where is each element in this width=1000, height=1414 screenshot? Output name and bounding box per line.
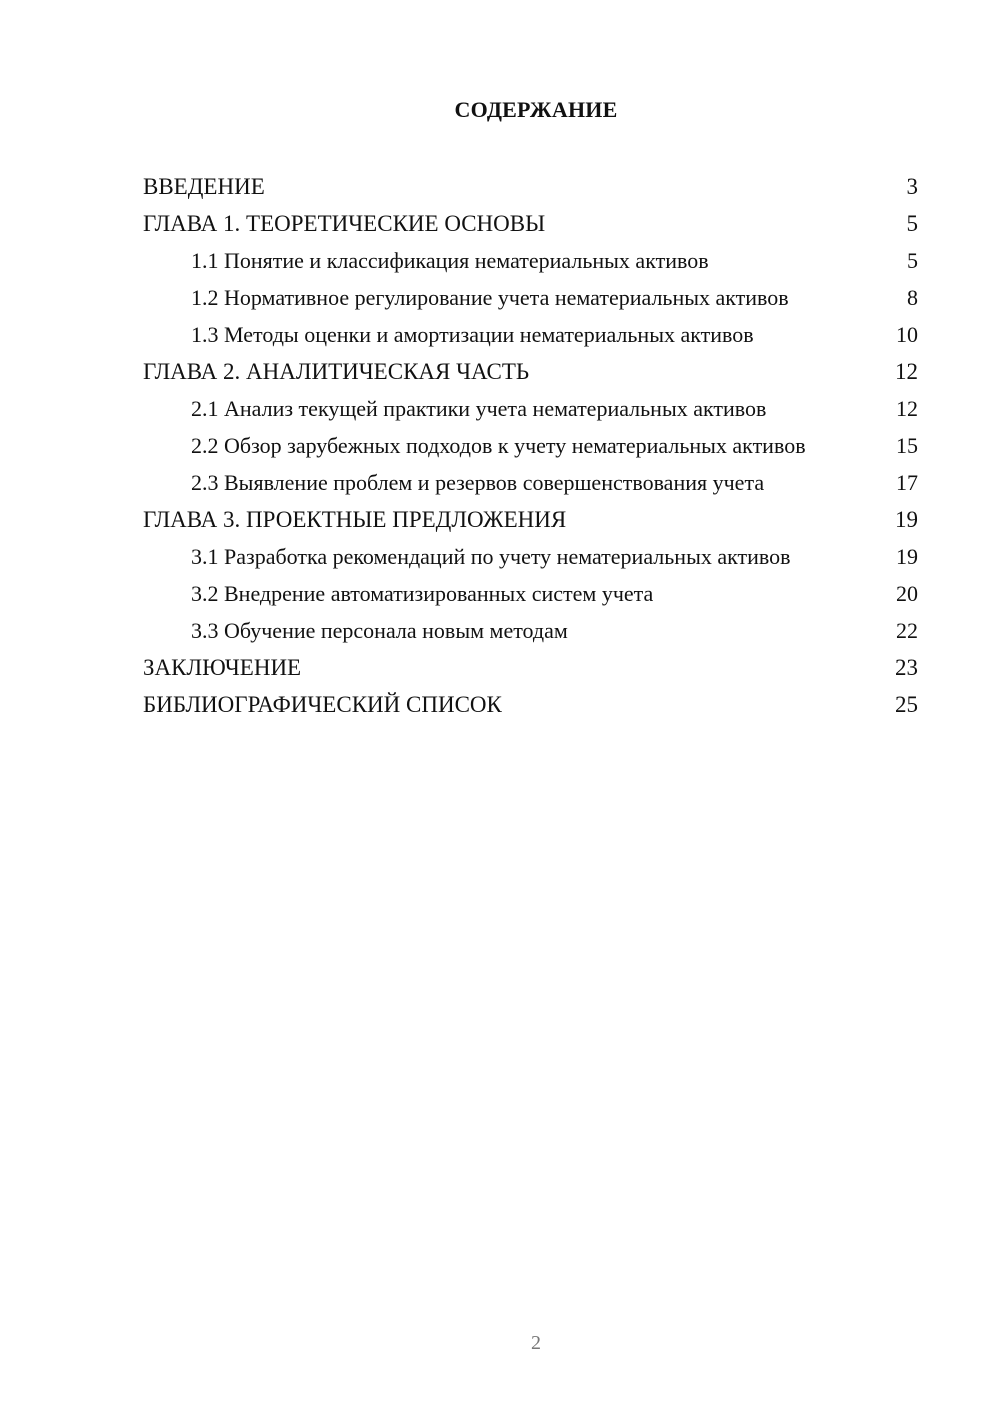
toc-entry-label: 3.2 Внедрение автоматизированных систем учета	[191, 581, 654, 606]
toc-entry-section-3-2[interactable]	[143, 575, 918, 612]
toc-entry-page: 19	[895, 507, 918, 532]
toc-entry-page: 17	[896, 470, 918, 495]
toc-entry-section-1-3[interactable]	[143, 316, 918, 353]
toc-entry-page: 3	[906, 174, 918, 199]
page-number: 2	[531, 1332, 541, 1354]
toc-entry-page: 12	[895, 359, 918, 384]
toc-entry-label: ЗАКЛЮЧЕНИЕ	[143, 655, 302, 680]
toc-entry-label: 3.1 Разработка рекомендаций по учету нематериальных активов	[191, 544, 791, 569]
toc-entry-page: 20	[896, 581, 918, 606]
toc-entry-page: 10	[896, 322, 918, 347]
toc-entry-chapter-3[interactable]	[143, 501, 918, 538]
toc-entry-chapter-1[interactable]	[143, 205, 918, 242]
toc-entry-label: 2.3 Выявление проблем и резервов совершенствования учета	[191, 470, 765, 495]
toc-entry-label: ВВЕДЕНИЕ	[143, 174, 265, 199]
toc-entry-introduction[interactable]	[143, 168, 918, 205]
toc-entry-label: ГЛАВА 3. ПРОЕКТНЫЕ ПРЕДЛОЖЕНИЯ	[143, 507, 567, 532]
toc-entry-section-2-3[interactable]	[143, 464, 918, 501]
toc-entry-page: 15	[896, 433, 918, 458]
toc-entry-page: 12	[896, 396, 918, 421]
toc-entry-section-3-3[interactable]	[143, 612, 918, 649]
toc-entry-page: 23	[895, 655, 918, 680]
toc-entry-page: 22	[896, 618, 918, 643]
toc-entry-page: 5	[906, 211, 918, 236]
toc-entry-section-1-2[interactable]	[143, 279, 918, 316]
toc-entry-label: 1.1 Понятие и классификация нематериальных активов	[191, 248, 709, 273]
toc-entry-section-1-1[interactable]	[143, 242, 918, 279]
toc-entry-section-3-1[interactable]	[143, 538, 918, 575]
toc-entry-label: 2.2 Обзор зарубежных подходов к учету нематериальных активов	[191, 433, 806, 458]
toc-entry-conclusion[interactable]	[143, 649, 918, 686]
toc-entry-label: 1.2 Нормативное регулирование учета нематериальных активов	[191, 285, 789, 310]
toc-entry-label: ГЛАВА 2. АНАЛИТИЧЕСКАЯ ЧАСТЬ	[143, 359, 530, 384]
toc-entry-label: ГЛАВА 1. ТЕОРЕТИЧЕСКИЕ ОСНОВЫ	[143, 211, 546, 236]
toc-entry-label: 1.3 Методы оценки и амортизации нематериальных активов	[191, 322, 754, 347]
toc-entry-chapter-2[interactable]	[143, 353, 918, 390]
toc-entry-page: 19	[896, 544, 918, 569]
toc-entry-label: 3.3 Обучение персонала новым методам	[191, 618, 568, 643]
toc-entry-section-2-1[interactable]	[143, 390, 918, 427]
toc-entry-bibliography[interactable]	[143, 686, 918, 723]
toc-entry-page: 5	[907, 248, 918, 273]
table-of-contents	[143, 168, 918, 723]
toc-entry-label: 2.1 Анализ текущей практики учета нематериальных активов	[191, 396, 767, 421]
page-title: СОДЕРЖАНИЕ	[454, 97, 618, 122]
toc-entry-page: 8	[907, 285, 918, 310]
toc-entry-page: 25	[895, 692, 918, 717]
toc-entry-label: БИБЛИОГРАФИЧЕСКИЙ СПИСОК	[143, 692, 502, 717]
toc-entry-section-2-2[interactable]	[143, 427, 918, 464]
